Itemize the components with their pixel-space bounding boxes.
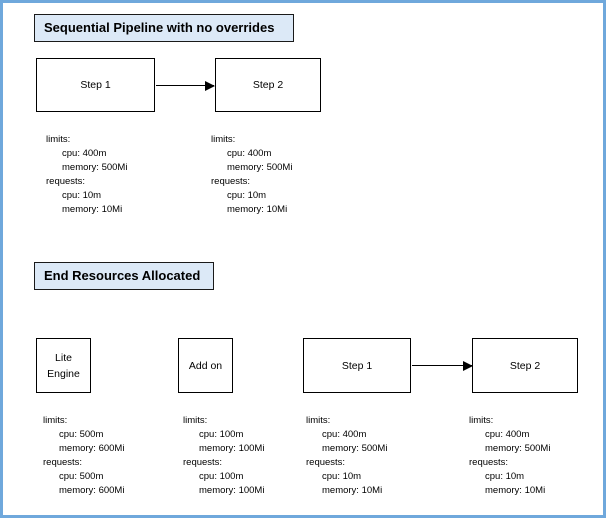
limits-memory: memory: 500Mi xyxy=(227,162,293,173)
requests-label: requests: xyxy=(469,457,509,468)
requests-label: requests: xyxy=(43,457,83,468)
limits-memory: memory: 500Mi xyxy=(485,443,551,454)
requests-memory: memory: 10Mi xyxy=(485,485,546,496)
limits-label: limits: xyxy=(469,415,494,426)
section-title-sequential-pipeline: Sequential Pipeline with no overrides xyxy=(34,14,294,42)
node-label-line1: Step 2 xyxy=(252,79,284,91)
arrow-step1-to-step2-bottom xyxy=(412,365,472,366)
requests-cpu: cpu: 10m xyxy=(322,471,362,482)
requests-cpu: cpu: 100m xyxy=(199,471,244,482)
requests-cpu: cpu: 500m xyxy=(59,471,104,482)
section-title-end-resources-allocated: End Resources Allocated xyxy=(34,262,214,290)
limits-cpu: cpu: 400m xyxy=(62,148,107,159)
resources-add-on xyxy=(183,414,264,498)
limits-cpu: cpu: 400m xyxy=(485,429,530,440)
arrow-step1-to-step2-top xyxy=(156,85,214,86)
node-step-1-bottom[interactable] xyxy=(303,338,411,393)
requests-memory: memory: 10Mi xyxy=(322,485,383,496)
node-lite-engine[interactable] xyxy=(36,338,91,393)
limits-label: limits: xyxy=(46,134,71,145)
requests-memory: memory: 10Mi xyxy=(227,204,288,215)
limits-cpu: cpu: 100m xyxy=(199,429,244,440)
node-step-1-top[interactable] xyxy=(36,58,155,112)
node-label-line1: Step 1 xyxy=(80,79,111,91)
resources-step-1-bottom xyxy=(306,414,387,498)
limits-memory: memory: 500Mi xyxy=(322,443,388,454)
limits-cpu: cpu: 500m xyxy=(59,429,104,440)
resources-step-2-top xyxy=(211,133,292,217)
requests-memory: memory: 600Mi xyxy=(59,485,125,496)
resources-step-1-top xyxy=(46,133,127,217)
limits-memory: memory: 100Mi xyxy=(199,443,265,454)
node-label-line1: Step 2 xyxy=(509,359,541,372)
limits-label: limits: xyxy=(43,415,68,426)
node-label-line2: Engine xyxy=(47,367,80,380)
requests-label: requests: xyxy=(211,176,251,187)
requests-memory: memory: 100Mi xyxy=(199,485,265,496)
node-label-line1: Step 1 xyxy=(341,359,373,372)
node-step-2-bottom[interactable] xyxy=(472,338,578,393)
limits-memory: memory: 600Mi xyxy=(59,443,125,454)
requests-memory: memory: 10Mi xyxy=(62,204,123,215)
limits-label: limits: xyxy=(306,415,331,426)
requests-label: requests: xyxy=(183,457,223,468)
node-label-line1: Lite xyxy=(55,351,72,364)
requests-label: requests: xyxy=(306,457,346,468)
limits-cpu: cpu: 400m xyxy=(322,429,367,440)
limits-label: limits: xyxy=(183,415,208,426)
node-step-2-top[interactable] xyxy=(215,58,321,112)
limits-cpu: cpu: 400m xyxy=(227,148,272,159)
node-label-line1: Add on xyxy=(188,359,223,372)
resources-lite-engine xyxy=(43,414,124,498)
requests-cpu: cpu: 10m xyxy=(62,190,102,201)
resources-step-2-bottom xyxy=(469,414,550,498)
limits-label: limits: xyxy=(211,134,236,145)
requests-label: requests: xyxy=(46,176,86,187)
requests-cpu: cpu: 10m xyxy=(485,471,525,482)
node-add-on[interactable] xyxy=(178,338,233,393)
limits-memory: memory: 500Mi xyxy=(62,162,128,173)
requests-cpu: cpu: 10m xyxy=(227,190,267,201)
